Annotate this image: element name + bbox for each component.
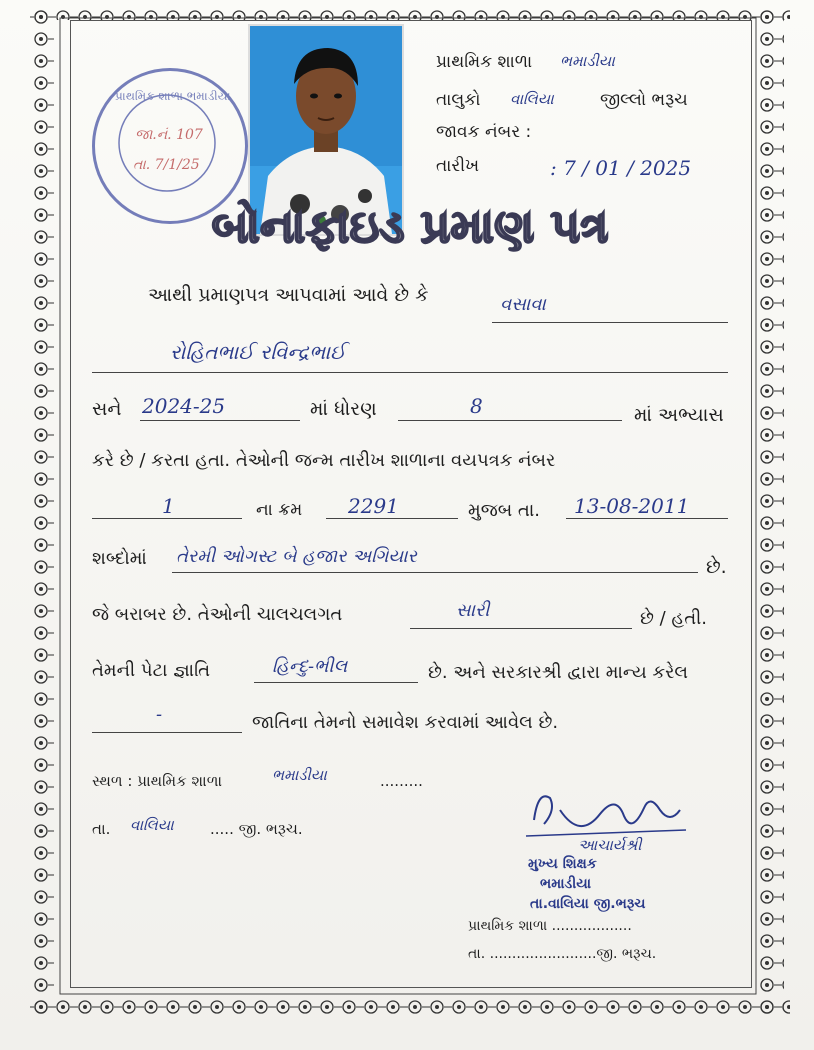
sign-school: પ્રાથમિક શાળા .................. bbox=[468, 918, 632, 934]
dob-value: 13-08-2011 bbox=[574, 494, 690, 518]
seal-number: જા.નં. 107 bbox=[135, 127, 203, 143]
name-line-1 bbox=[492, 322, 728, 323]
words-label: શબ્દોમાં bbox=[92, 548, 147, 569]
taluko-value: વાલિયા bbox=[510, 90, 554, 108]
last-line: જાતિના તેમનો સમાવેશ કરવામાં આવેલ છે. bbox=[252, 712, 559, 733]
intro-text: આથી પ્રમાણપત્ર આપવામાં આવે છે કે bbox=[148, 284, 429, 306]
stamp-line-3: તા.વાલિયા જી.ભરૂચ bbox=[530, 896, 646, 912]
seal-text: પ્રાથમિક શાળા ભમાડીયા bbox=[115, 89, 231, 103]
std-label: માં ધોરણ bbox=[310, 398, 377, 420]
principal-label: આચાર્યશ્રી bbox=[578, 836, 642, 854]
conduct-line bbox=[410, 628, 632, 629]
per-label: મુજબ તા. bbox=[468, 500, 540, 521]
stamp-line-2: ભમાડીયા bbox=[540, 876, 592, 892]
conduct-value: સારી bbox=[456, 600, 490, 621]
school-value: ભમાડીયા bbox=[560, 52, 615, 70]
words-end: છે. bbox=[706, 556, 727, 578]
district-label: જીલ્લો ભરૂચ bbox=[600, 90, 688, 110]
register-line bbox=[92, 518, 242, 519]
place-label: સ્થળ : પ્રાથમિક શાળા bbox=[92, 772, 223, 790]
place-value: ભમાડીયા bbox=[272, 766, 327, 784]
caste-name-line bbox=[92, 732, 242, 733]
seal-date: તા. 7/1/25 bbox=[133, 157, 200, 173]
kram-line bbox=[326, 518, 458, 519]
caste-line bbox=[254, 682, 418, 683]
outward-label: જાવક નંબર : bbox=[436, 122, 532, 142]
stamp-line-1: મુખ્ય શિક્ષક bbox=[528, 856, 597, 872]
year-line bbox=[140, 420, 300, 421]
ta-value: વાલિયા bbox=[130, 816, 174, 834]
std-value: 8 bbox=[470, 394, 483, 418]
register-no: 1 bbox=[162, 494, 175, 518]
sign-ta: તા. ........................જી. ભરૂચ. bbox=[468, 946, 657, 962]
study-label: માં અભ્યાસ bbox=[634, 404, 724, 426]
school-label: પ્રાથમિક શાળા bbox=[436, 52, 533, 72]
name-line-2 bbox=[92, 372, 728, 373]
kram-value: 2291 bbox=[348, 494, 399, 518]
certificate-title bbox=[140, 192, 680, 258]
place-dots: ......... bbox=[380, 772, 423, 790]
words-line bbox=[172, 572, 698, 573]
conduct-end: છે / હતી. bbox=[640, 608, 708, 629]
caste-value: હિન્દુ-ભીલ bbox=[272, 656, 348, 677]
year-value: 2024-25 bbox=[142, 394, 226, 418]
name-part2: રોહિતભાઈ રવિન્દ્રભાઈ bbox=[170, 340, 346, 364]
taluko-label: તાલુકો bbox=[436, 90, 481, 110]
certificate-title-text: બોનાફાઇડ પ્રમાણ પત્ર bbox=[211, 199, 609, 253]
dob-line bbox=[566, 518, 728, 519]
caste-line-value: - bbox=[156, 704, 163, 725]
name-part1: વસાવા bbox=[500, 294, 546, 315]
std-line bbox=[398, 420, 622, 421]
caste-label: તેમની પેટા જ્ઞાતિ bbox=[92, 660, 211, 681]
ta-label: તા. bbox=[92, 820, 111, 838]
kram-label: ના ક્રમ bbox=[256, 500, 303, 520]
words-value: તેરમી ઓગસ્ટ બે હજાર અગિયાર bbox=[176, 546, 417, 567]
ta-end: ..... જી. ભરૂચ. bbox=[210, 820, 303, 838]
caste-end: છે. અને સરકારશ્રી દ્વારા માન્ય કરેલ bbox=[428, 662, 689, 683]
date-value: : 7 / 01 / 2025 bbox=[550, 156, 692, 180]
conduct-intro: જે બરાબર છે. તેઓની ચાલચલગત bbox=[92, 604, 343, 625]
year-label: સને bbox=[92, 398, 122, 420]
line3-text: કરે છે / કરતા હતા. તેઓની જન્મ તારીખ શાળાના વયપત્રક નંબર bbox=[92, 450, 556, 471]
date-label: તારીખ bbox=[436, 156, 480, 176]
